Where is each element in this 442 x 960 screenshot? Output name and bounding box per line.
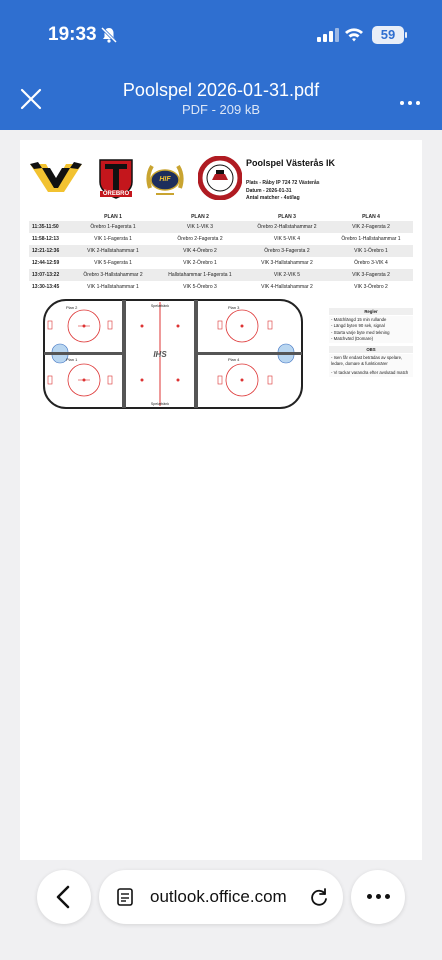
match-cell: Hallstahammar 1-Fagersta 1 xyxy=(155,269,245,281)
match-cell: VIK 4-Örebro 2 xyxy=(155,245,245,257)
column-header: PLAN 2 xyxy=(191,214,209,220)
table-row xyxy=(29,245,413,257)
bell-slash-icon xyxy=(100,26,118,44)
more-icon[interactable] xyxy=(398,92,424,106)
back-icon xyxy=(37,870,91,924)
match-cell: Örebro 3-VIK 4 xyxy=(354,260,388,266)
match-cell: VIK 4-Hallstahammar 2 xyxy=(261,284,313,290)
battery-icon: 59 xyxy=(372,26,404,44)
table-row xyxy=(29,281,413,293)
match-cell: VIK 3-Hallstahammar 2 xyxy=(261,260,313,266)
match-cell: Örebro 3-Hallstahammar 2 xyxy=(71,269,155,281)
match-cell: Örebro 3-Fagersta 2 xyxy=(245,245,329,257)
rink-diagram xyxy=(42,298,304,410)
obs-item: - Isen får endast beträdas av spelare, ledare, domare & funktionärer xyxy=(331,355,403,367)
rule-item: - Matchlängd 15 min rullande xyxy=(331,317,387,323)
obs-title: OBS xyxy=(329,346,413,353)
reload-icon[interactable] xyxy=(308,886,330,908)
match-cell: Örebro 1-Hallstahammar 1 xyxy=(341,236,401,242)
rule-item: - Starta varje byte med tekning xyxy=(331,329,390,335)
match-cell: VIK 1-Hallstahammar 1 xyxy=(87,284,139,290)
match-cell: VIK 5-Fagersta 1 xyxy=(94,260,132,266)
status-bar xyxy=(0,22,442,50)
rink-label-plan3: Plan 3 xyxy=(228,305,240,310)
match-cell: VIK 2-Örebro 1 xyxy=(183,260,217,266)
reader-icon[interactable] xyxy=(115,887,135,907)
rink-label-plan2: Plan 2 xyxy=(66,305,78,310)
info-date: Datum - 2026-01-31 xyxy=(246,187,292,194)
info-matches: Antal matcher - 4st/lag xyxy=(246,195,300,201)
wifi-icon xyxy=(344,27,364,43)
back-button[interactable] xyxy=(37,870,91,924)
status-time: 19:33 xyxy=(48,24,97,45)
match-cell: VIK 3-Fagersta 2 xyxy=(329,269,413,281)
column-header: PLAN 3 xyxy=(278,214,296,220)
match-cell: VIK 2-Fagersta 2 xyxy=(329,221,413,233)
document-subtitle: PDF - 209 kB xyxy=(181,102,261,117)
column-header xyxy=(29,213,71,221)
match-cell: VIK 1-Fagersta 1 xyxy=(94,236,132,242)
more-icon[interactable] xyxy=(351,870,405,924)
match-cell: VIK 2-Hallstahammar 1 xyxy=(71,245,155,257)
info-place: Plats - Råby IP 724 72 Västerås xyxy=(246,180,320,186)
rules-title: Regler xyxy=(329,308,413,315)
rules-list xyxy=(329,316,413,343)
rink-label-plan1: Plan 1 xyxy=(66,357,78,362)
table-row xyxy=(29,269,413,281)
time-cell: 13:30-13:45 xyxy=(32,284,60,290)
column-header: PLAN 1 xyxy=(104,214,122,220)
time-cell: 12:21-12:36 xyxy=(29,245,71,257)
orebro-logo-text: ÖREBRO xyxy=(100,191,132,197)
rules-panel xyxy=(329,308,413,380)
schedule-table xyxy=(29,213,413,293)
center-logo: IHS xyxy=(153,350,167,359)
match-cell: Örebro 2-Hallstahammar 2 xyxy=(245,221,329,233)
battery-tip xyxy=(405,32,407,38)
org-title: Poolspel Västerås IK xyxy=(246,158,336,168)
match-cell: Örebro 2-Fagersta 2 xyxy=(177,236,223,242)
rink-label-bench-top: Spelarbänk xyxy=(150,304,170,308)
round-club-logo xyxy=(198,156,242,200)
match-cell: VIK 3-Örebro 2 xyxy=(354,284,388,290)
wreath-logo-text: HIF xyxy=(159,176,171,183)
column-header: PLAN 4 xyxy=(362,214,380,220)
rule-item: - Matchvärd (Domare) xyxy=(331,335,374,341)
signal-icon xyxy=(317,28,339,42)
table-header-row xyxy=(29,213,413,221)
time-cell: 11:58-12:13 xyxy=(32,236,59,242)
document-title: Poolspel 2026-01-31.pdf xyxy=(122,80,320,100)
match-cell: VIK 5-VIK 4 xyxy=(273,236,301,242)
table-row xyxy=(29,257,413,269)
rink-label-plan4: Plan 4 xyxy=(228,357,240,362)
close-icon[interactable] xyxy=(18,86,44,112)
obs-item: - Vi tackar varandra efter avslutad match xyxy=(331,369,409,375)
match-cell: VIK 1-VIK 3 xyxy=(155,221,245,233)
match-cell: VIK 5-Örebro 3 xyxy=(183,284,217,290)
url-text[interactable]: outlook.office.com xyxy=(150,887,287,906)
address-bar[interactable] xyxy=(99,870,343,924)
time-cell: 12:44-12:59 xyxy=(32,260,60,266)
match-cell: VIK 1-Örebro 1 xyxy=(329,245,413,257)
viewer-header xyxy=(0,0,442,130)
event-info xyxy=(246,180,320,203)
table-row xyxy=(29,233,413,245)
vik-logo xyxy=(28,160,84,194)
match-cell: Örebro 1-Fagersta 1 xyxy=(71,221,155,233)
pdf-page[interactable] xyxy=(20,140,422,860)
table-row xyxy=(29,221,413,233)
match-cell: VIK 2-VIK 5 xyxy=(245,269,329,281)
obs-list xyxy=(329,354,413,377)
rule-item: - Längd byten 90 sek, signal xyxy=(331,323,385,329)
rink-label-bench-bottom: Spelarbänk xyxy=(150,402,170,406)
time-cell: 13:07-13:22 xyxy=(29,269,71,281)
time-cell: 11:35-11:50 xyxy=(29,221,71,233)
